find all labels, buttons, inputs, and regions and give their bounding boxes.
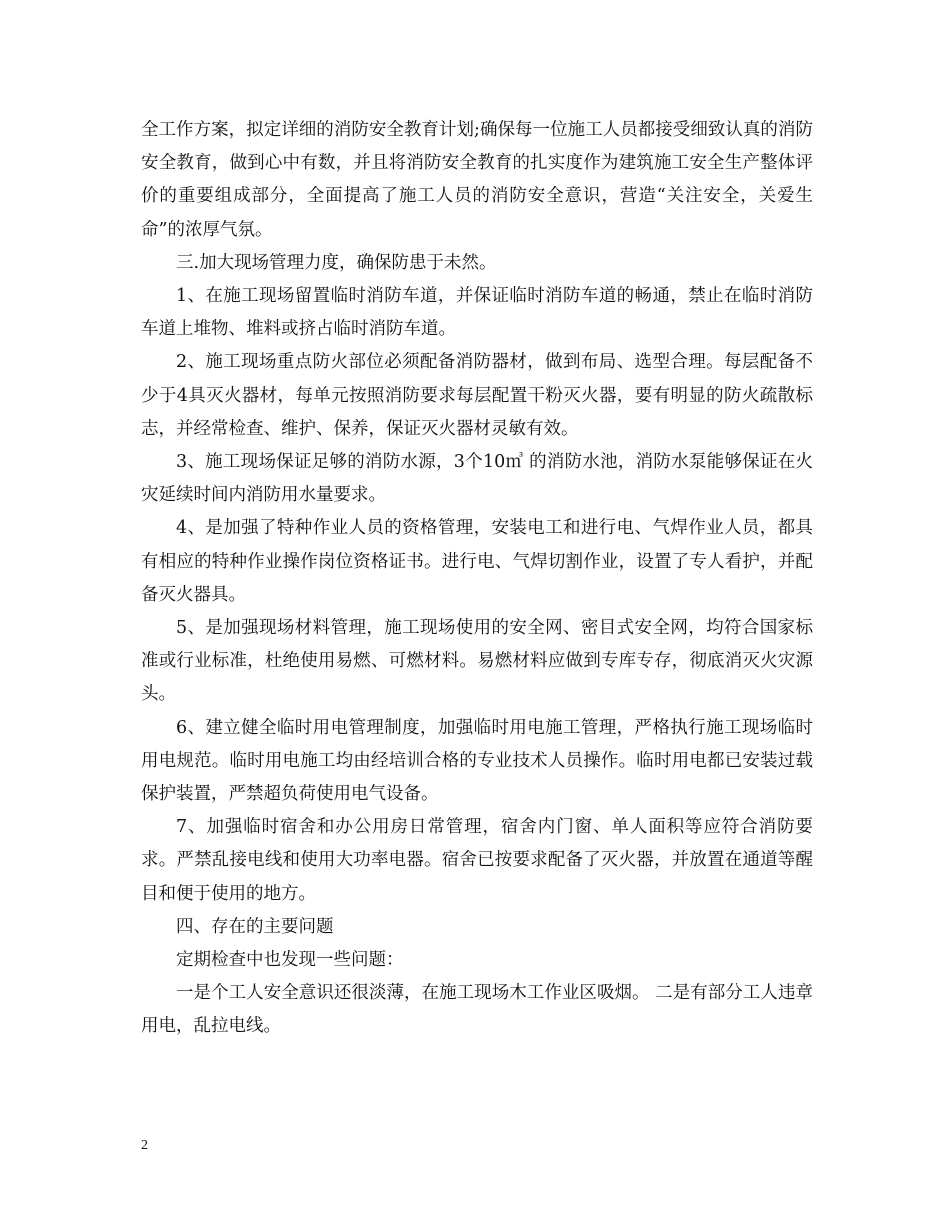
paragraph-issues-intro: 定期检查中也发现一些问题： <box>176 950 404 971</box>
paragraph-item-5: 5、是加强现场材料管理，施工现场使用的安全网、密目式安全网，均符合国家标准或行业标准，杜绝使用易燃、可燃材料。易燃材料应做到专库专存，彻底消灭火灾源头。 <box>141 618 813 705</box>
section-heading-3: 三.加大现场管理力度，确保防患于未然。 <box>176 252 497 273</box>
paragraph-item-7: 7、加强临时宿舍和办公用房日常管理，宿舍内门窗、单人面积等应符合消防要求。严禁乱接电线和使用大功率电器。宿舍已按要求配备了灭火器，并放置在通道等醒目和便于使用的地方。 <box>141 817 813 904</box>
paragraph-item-6: 6、建立健全临时用电管理制度，加强临时用电施工管理，严格执行施工现场临时用电规范。临时用电施工均由经培训合格的专业技术人员操作。临时用电都已安装过载保护装置，严禁超负荷使用电气设备。 <box>141 717 813 805</box>
paragraph-1: 全工作方案，拟定详细的消防安全教育计划;确保每一位施工人员都接受细致认真的消防安全教育，做到心中有数，并且将消防安全教育的扎实度作为建筑施工安全生产整体评价的重要组成部分，全面提高了施工人员的消防安全意识，营造“关注安全，关爱生命”的浓厚气氛。 <box>141 120 813 240</box>
paragraph-item-3: 3、施工现场保证足够的消防水源，3个10㎥ 的消防水池，消防水泵能够保证在火灾延续时间内消防用水量要求。 <box>141 452 813 506</box>
document-body <box>141 114 813 1044</box>
paragraph-item-4: 4、是加强了特种作业人员的资格管理，安装电工和进行电、气焊作业人员，都具有相应的特种作业操作岗位资格证书。进行电、气焊切割作业，设置了专人看护，并配备灭火器具。 <box>141 518 813 605</box>
paragraph-issues-list: 一是个工人安全意识还很淡薄，在施工现场木工作业区吸烟。 二是有部分工人违章用电，乱拉电线。 <box>141 983 813 1037</box>
page-number: 2 <box>141 1138 148 1153</box>
paragraph-item-2: 2、施工现场重点防火部位必须配备消防器材，做到布局、选型合理。每层配备不少于4具灭火器材，每单元按照消防要求每层配置干粉灭火器，要有明显的防火疏散标志，并经常检查、维护、保养，保证灭火器材灵敏有效。 <box>141 352 813 439</box>
paragraph-item-1: 1、在施工现场留置临时消防车道，并保证临时消防车道的畅通，禁止在临时消防车道上堆物、堆料或挤占临时消防车道。 <box>141 286 813 340</box>
section-heading-4: 四、存在的主要问题 <box>176 916 334 937</box>
